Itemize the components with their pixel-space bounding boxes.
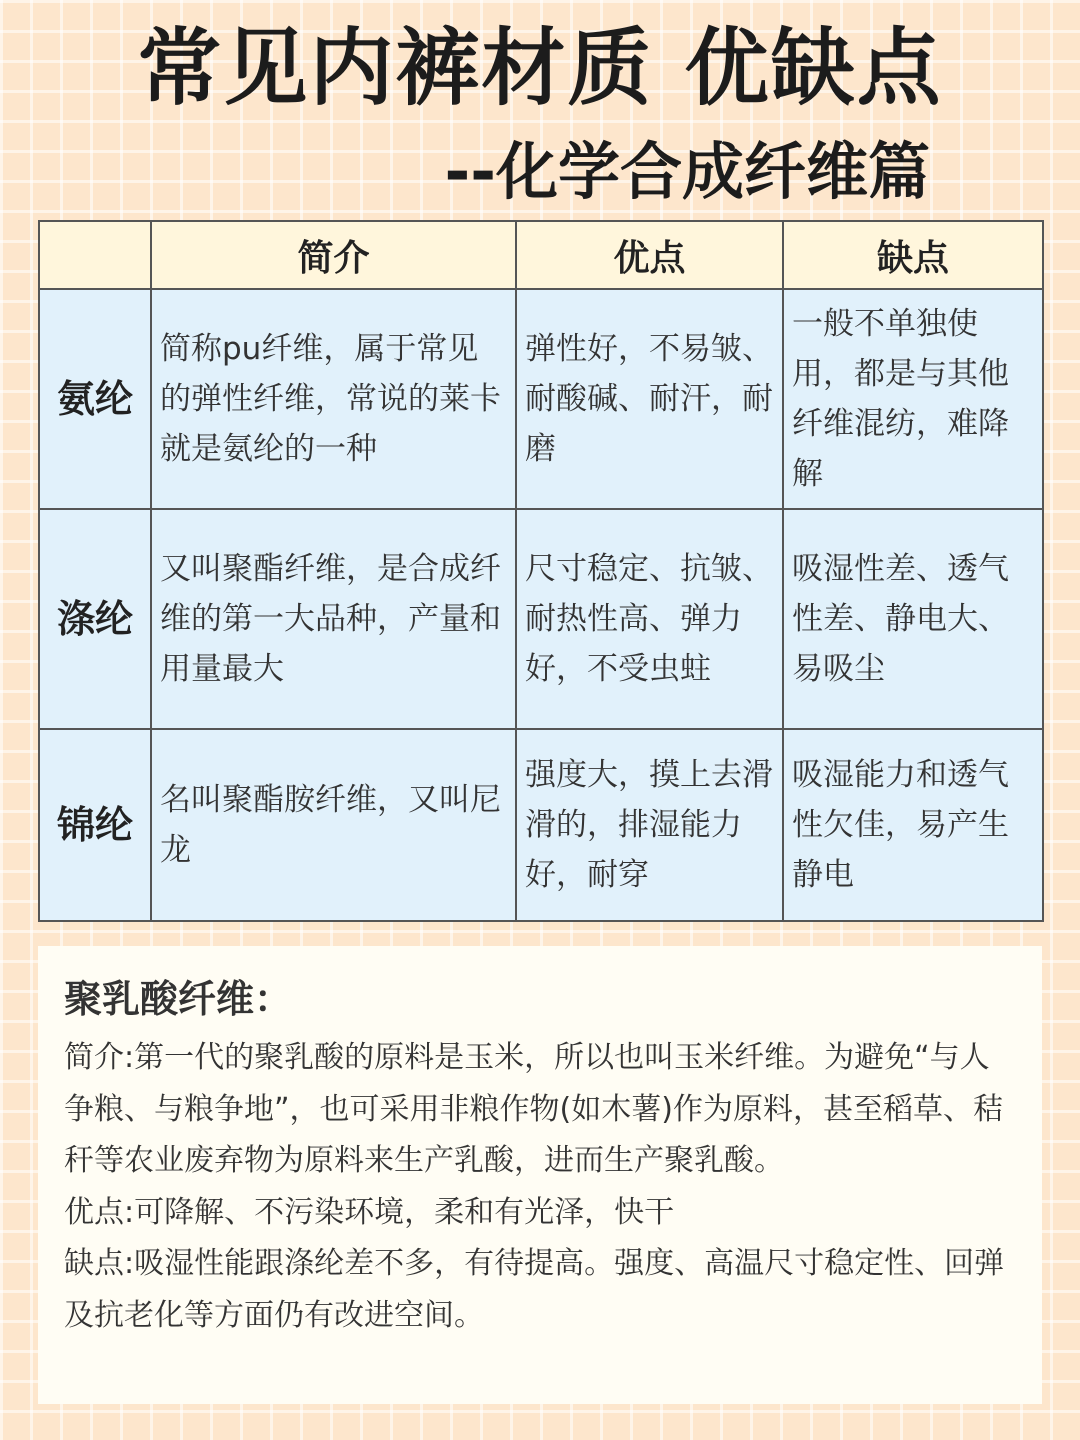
table-row bbox=[39, 729, 1043, 921]
page-title: 常见内裤材质 优缺点 bbox=[137, 19, 943, 117]
fiber-cons: 吸湿能力和透气性欠佳，易产生静电 bbox=[783, 729, 1043, 921]
table-row bbox=[39, 509, 1043, 729]
fiber-pros: 弹性好，不易皱、耐酸碱、耐汗，耐磨 bbox=[516, 289, 783, 509]
fiber-intro: 简称pu纤维，属于常见的弹性纤维，常说的莱卡就是氨纶的一种 bbox=[151, 289, 516, 509]
note-pros: 优点:可降解、不污染环境，柔和有光泽，快干 bbox=[64, 1194, 675, 1230]
header-cons: 缺点 bbox=[783, 221, 1043, 289]
note-card bbox=[38, 946, 1042, 1404]
fiber-name: 涤纶 bbox=[39, 509, 151, 729]
page-subtitle: --化学合成纤维篇 bbox=[444, 135, 930, 208]
header-intro: 简介 bbox=[151, 221, 516, 289]
header-blank bbox=[39, 221, 151, 289]
fiber-cons: 吸湿性差、透气性差、静电大、易吸尘 bbox=[783, 509, 1043, 729]
header-pros: 优点 bbox=[516, 221, 783, 289]
fiber-pros: 尺寸稳定、抗皱、耐热性高、弹力好，不受虫蛀 bbox=[516, 509, 783, 729]
fiber-intro: 又叫聚酯纤维，是合成纤维的第一大品种，产量和用量最大 bbox=[151, 509, 516, 729]
fiber-name: 氨纶 bbox=[39, 289, 151, 509]
note-title: 聚乳酸纤维： bbox=[64, 977, 293, 1021]
comparison-table bbox=[38, 220, 1044, 922]
table-row bbox=[39, 289, 1043, 509]
fiber-cons: 一般不单独使用，都是与其他纤维混纺，难降解 bbox=[783, 289, 1043, 509]
fiber-intro: 名叫聚酯胺纤维，又叫尼龙 bbox=[151, 729, 516, 921]
table-header-row bbox=[39, 221, 1043, 289]
note-intro: 简介:第一代的聚乳酸的原料是玉米，所以也叫玉米纤维。为避免“与人争粮、与粮争地”，也可采用非粮作物(如木薯)作为原料，甚至稻草、秸秆等农业废弃物为原料来生产乳酸，进而生产聚乳酸。 bbox=[64, 1040, 1003, 1178]
note-cons: 缺点:吸湿性能跟涤纶差不多，有待提高。强度、高温尺寸稳定性、回弹及抗老化等方面仍有改进空间。 bbox=[64, 1246, 1005, 1333]
fiber-name: 锦纶 bbox=[39, 729, 151, 921]
fiber-pros: 强度大，摸上去滑滑的，排湿能力好，耐穿 bbox=[516, 729, 783, 921]
